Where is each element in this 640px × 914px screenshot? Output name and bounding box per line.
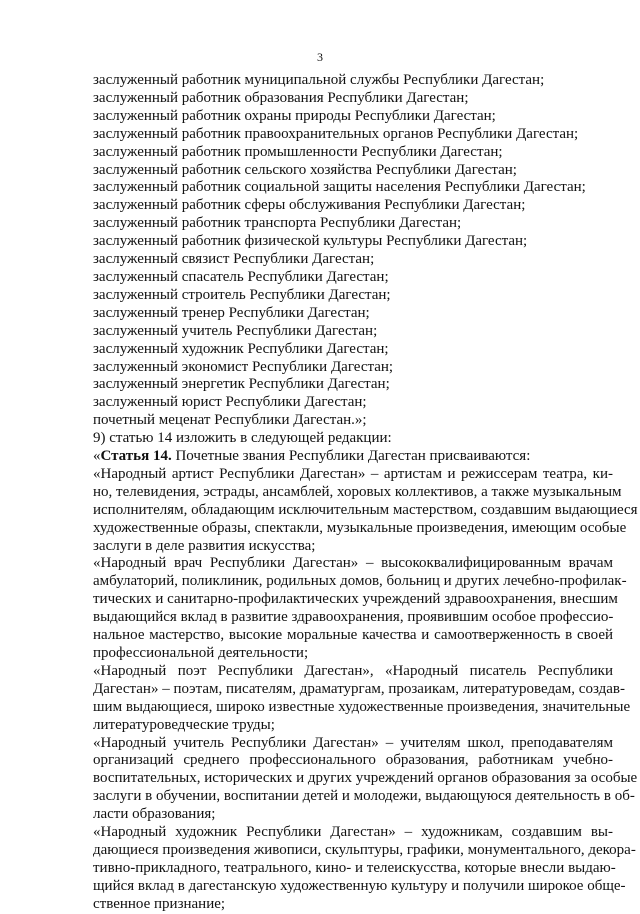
list-item: заслуженный учитель Республики Дагестан; — [93, 322, 378, 339]
paragraph-line: ственное признание; — [93, 895, 226, 912]
list-item: почетный меценат Республики Дагестан.»; — [93, 412, 367, 429]
list-item: заслуженный юрист Республики Дагестан; — [93, 394, 367, 411]
paragraph-line: но, телевидения, эстрады, ансамблей, хоровых коллективов, а также музыкальным — [93, 483, 622, 500]
paragraph-line: «Народный художник Республики Дагестан» – художникам, создавшим вы- — [93, 824, 613, 841]
list-item: заслуженный работник охраны природы Республики Дагестан; — [93, 107, 496, 124]
paragraph-line: ласти образования; — [93, 806, 216, 823]
paragraph-line: «Народный артист Республики Дагестан» – артистам и режиссерам театра, ки- — [93, 465, 613, 482]
paragraph-line: «Народный поэт Республики Дагестан», «Народный писатель Республики — [93, 662, 613, 679]
list-item: заслуженный работник транспорта Республики Дагестан; — [93, 215, 462, 232]
paragraph-line: «Народный врач Республики Дагестан» – высококвалифицированным врачам — [93, 555, 613, 572]
list-item: заслуженный тренер Республики Дагестан; — [93, 304, 370, 321]
list-item: заслуженный строитель Республики Дагестан; — [93, 286, 391, 303]
paragraph-line: исполнителям, обладающим исключительным мастерством, создавшим выдающиеся — [93, 501, 638, 518]
paragraph-line: шим выдающиеся, широко известные художественные произведения, значительные — [93, 698, 631, 715]
list-item: заслуженный работник сельского хозяйства Республики Дагестан; — [93, 161, 517, 178]
article-text: Почетные звания Республики Дагестан присваиваются: — [171, 448, 531, 465]
list-item: заслуженный работник муниципальной службы Республики Дагестан; — [93, 72, 545, 88]
list-item: заслуженный энергетик Республики Дагестан; — [93, 376, 390, 393]
list-item: заслуженный экономист Республики Дагестан; — [93, 358, 394, 375]
paragraph-line: профессиональной деятельности; — [93, 645, 309, 661]
article-open-quote: « — [93, 448, 101, 465]
list-item: заслуженный работник сферы обслуживания Республики Дагестан; — [93, 197, 526, 214]
document-body — [93, 72, 638, 914]
paragraph-line: заслуги в обучении, воспитании детей и молодежи, выдающуюся деятельность в об- — [93, 788, 635, 805]
article-paragraphs — [93, 465, 638, 914]
paragraph-line: литературоведческие труды; — [93, 716, 275, 733]
paragraph-line: щийся вклад в дагестанскую художественную культуру и получили широкое обще- — [93, 877, 626, 894]
list-item: заслуженный работник промышленности Республики Дагестан; — [93, 143, 503, 160]
paragraph-line: выдающийся вклад в развитие здравоохранения, проявившим особое профессио- — [93, 609, 614, 626]
list-item: заслуженный связист Республики Дагестан; — [93, 251, 375, 268]
honorary-titles-list — [93, 72, 613, 430]
paragraph-line: дающиеся произведения живописи, скульптуры, графики, монументального, декора- — [93, 841, 636, 858]
page-number: 3 — [317, 50, 323, 64]
paragraph-line: художественные образы, спектакли, музыкальные произведения, имеющим особые — [93, 519, 627, 536]
paragraph-line: «Народный учитель Республики Дагестан» – учителям школ, преподавателям — [93, 734, 613, 751]
item-9: 9) статью 14 изложить в следующей редакции: — [93, 430, 392, 447]
list-item: заслуженный работник социальной защиты населения Республики Дагестан; — [93, 179, 586, 196]
paragraph — [93, 734, 638, 825]
paragraph-line: амбулаторий, поликлиник, родильных домов, больниц и других лечебно-профилак- — [93, 573, 627, 590]
paragraph-line: тивно-прикладного, театрального, кино- и телеискусства, которые внесли выдаю- — [93, 859, 616, 876]
paragraph — [93, 465, 638, 556]
paragraph-line: заслуги в деле развития искусства; — [93, 537, 316, 554]
list-item: заслуженный работник образования Республики Дагестан; — [93, 89, 469, 106]
paragraph-line: организаций среднего профессионального образования, работникам учебно- — [93, 752, 613, 769]
list-item: заслуженный художник Республики Дагестан; — [93, 340, 389, 357]
list-item: заслуженный работник правоохранительных органов Республики Дагестан; — [93, 125, 579, 142]
paragraph-line: тических и санитарно-профилактических учреждений здравоохранения, внесшим — [93, 591, 618, 608]
article-title: Статья 14. — [100, 448, 172, 465]
paragraph — [93, 555, 627, 662]
paragraph-line: нальное мастерство, высокие моральные качества и самоотверженность в своей — [93, 627, 613, 644]
paragraph-line: Дагестан» – поэтам, писателям, драматургам, прозаикам, литературоведам, создав- — [93, 680, 625, 697]
paragraph-line: воспитательных, исторических и других учреждений органов образования за особые — [93, 770, 638, 787]
paragraph — [93, 824, 636, 914]
article-heading — [93, 448, 613, 466]
list-item: заслуженный работник физической культуры Республики Дагестан; — [93, 233, 528, 250]
paragraph — [93, 662, 631, 735]
list-item: заслуженный спасатель Республики Дагестан; — [93, 268, 389, 285]
